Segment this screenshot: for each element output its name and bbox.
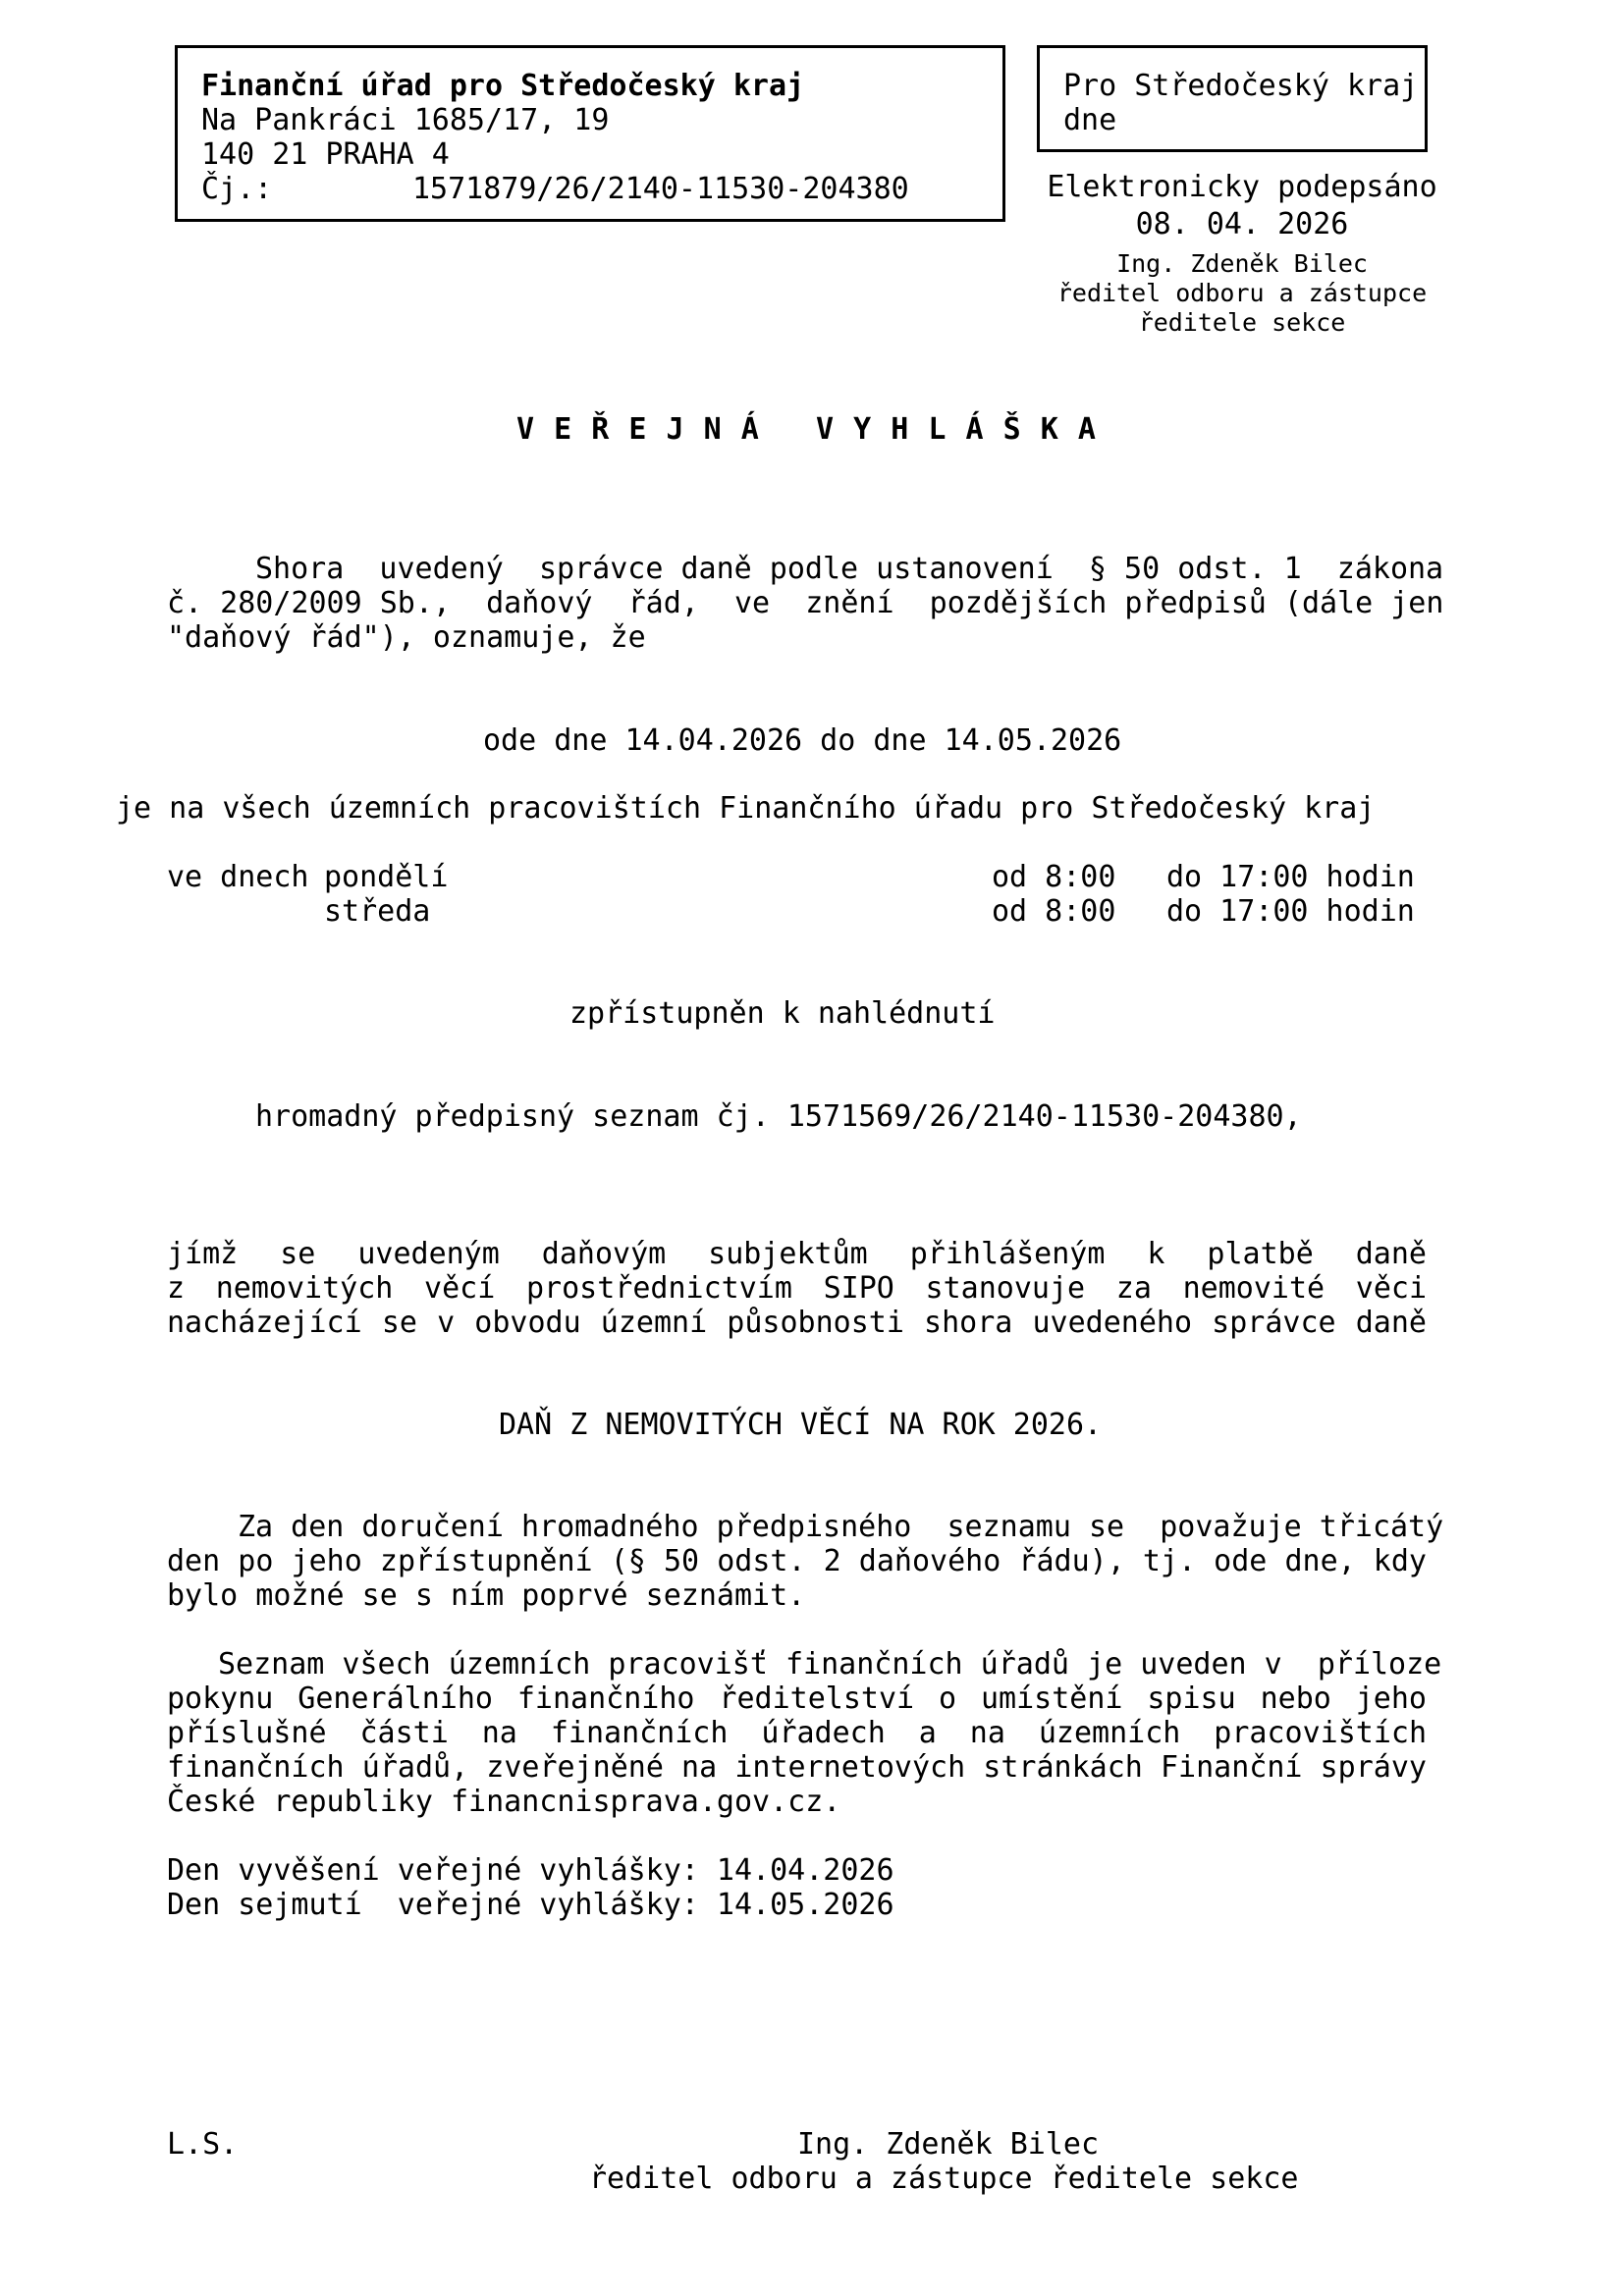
- location: je na všech územních pracovištích Finančního úřadu pro Středočeský kraj: [116, 791, 1376, 826]
- hours-from-1: od 8:00: [992, 860, 1116, 894]
- offices-line-3: příslušné části na finančních úřadech a na územních pracovištích: [167, 1716, 1427, 1750]
- offices-line-2: pokynu Generálního finančního ředitelství o umístění spisu nebo jeho: [167, 1682, 1427, 1716]
- delivery-line-3: bylo možné se s ním poprvé seznámit.: [167, 1578, 806, 1613]
- recipient-line-2: dne: [1063, 103, 1117, 137]
- period: ode dne 14.04.2026 do dne 14.05.2026: [483, 723, 1122, 758]
- signed-label: Elektronicky podepsáno: [1047, 170, 1437, 204]
- availability: zpřístupněn k nahlédnutí: [569, 996, 996, 1031]
- delivery-line-2: den po jeho zpřístupnění (§ 50 odst. 2 daňového řádu), tj. ode dne, kdy: [167, 1544, 1427, 1578]
- purpose-line-1: jímž se uvedeným daňovým subjektům přihlášeným k platbě daně: [167, 1237, 1427, 1271]
- offices-line-4: finančních úřadů, zveřejněné na internetových stránkách Finanční správy: [167, 1750, 1427, 1785]
- hours-to-2: do 17:00 hodin: [1166, 894, 1415, 929]
- removal-date: Den sejmutí veřejné vyhlášky: 14.05.2026: [167, 1888, 894, 1922]
- signed-date: 08. 04. 2026: [1135, 207, 1349, 241]
- offices-line-1: Seznam všech územních pracovišť finančních úřadů je uveden v příloze: [218, 1647, 1442, 1682]
- hours-prefix: ve dnech: [167, 860, 309, 894]
- list-reference: hromadný předpisný seznam čj. 1571569/26/2140-11530-204380,: [255, 1099, 1302, 1134]
- seal-mark: L.S.: [167, 2127, 239, 2162]
- purpose-line-2: z nemovitých věcí prostřednictvím SIPO stanovuje za nemovité věci: [167, 1271, 1427, 1306]
- footer-signer-name: Ing. Zdeněk Bilec: [797, 2127, 1100, 2162]
- offices-line-5: České republiky financnisprava.gov.cz.: [167, 1785, 841, 1819]
- document-title: V E Ř E J N Á V Y H L Á Š K A: [516, 412, 1097, 447]
- reference-number: 1571879/26/2140-11530-204380: [412, 172, 909, 206]
- hours-to-1: do 17:00 hodin: [1166, 860, 1415, 894]
- office-street: Na Pankráci 1685/17, 19: [201, 103, 610, 137]
- purpose-line-3: nacházející se v obvodu územní působnosti shora uvedeného správce daně: [167, 1306, 1427, 1340]
- tax-title: DAŇ Z NEMOVITÝCH VĚCÍ NA ROK 2026.: [499, 1408, 1103, 1442]
- office-city: 140 21 PRAHA 4: [201, 137, 450, 172]
- office-name: Finanční úřad pro Středočeský kraj: [201, 69, 805, 103]
- intro-line-1: Shora uvedený správce daně podle ustanovení § 50 odst. 1 zákona: [255, 552, 1444, 586]
- hours-day-2: středa: [324, 894, 431, 929]
- recipient-line-1: Pro Středočeský kraj: [1063, 69, 1419, 103]
- posting-date: Den vyvěšení veřejné vyhlášky: 14.04.2026: [167, 1853, 894, 1888]
- delivery-line-1: Za den doručení hromadného předpisného seznamu se považuje třicátý: [238, 1510, 1444, 1544]
- hours-from-2: od 8:00: [992, 894, 1116, 929]
- reference-label: Čj.:: [201, 172, 273, 206]
- signer-name: Ing. Zdeněk Bilec: [1116, 249, 1368, 278]
- signer-role-2: ředitele sekce: [1138, 308, 1346, 337]
- footer-signer-role: ředitel odboru a zástupce ředitele sekce: [589, 2162, 1299, 2196]
- intro-line-3: "daňový řád"), oznamuje, že: [167, 620, 646, 655]
- intro-line-2: č. 280/2009 Sb., daňový řád, ve znění pozdějších předpisů (dále jen: [167, 586, 1444, 620]
- hours-day-1: pondělí: [324, 860, 449, 894]
- signer-role-1: ředitel odboru a zástupce: [1056, 279, 1428, 307]
